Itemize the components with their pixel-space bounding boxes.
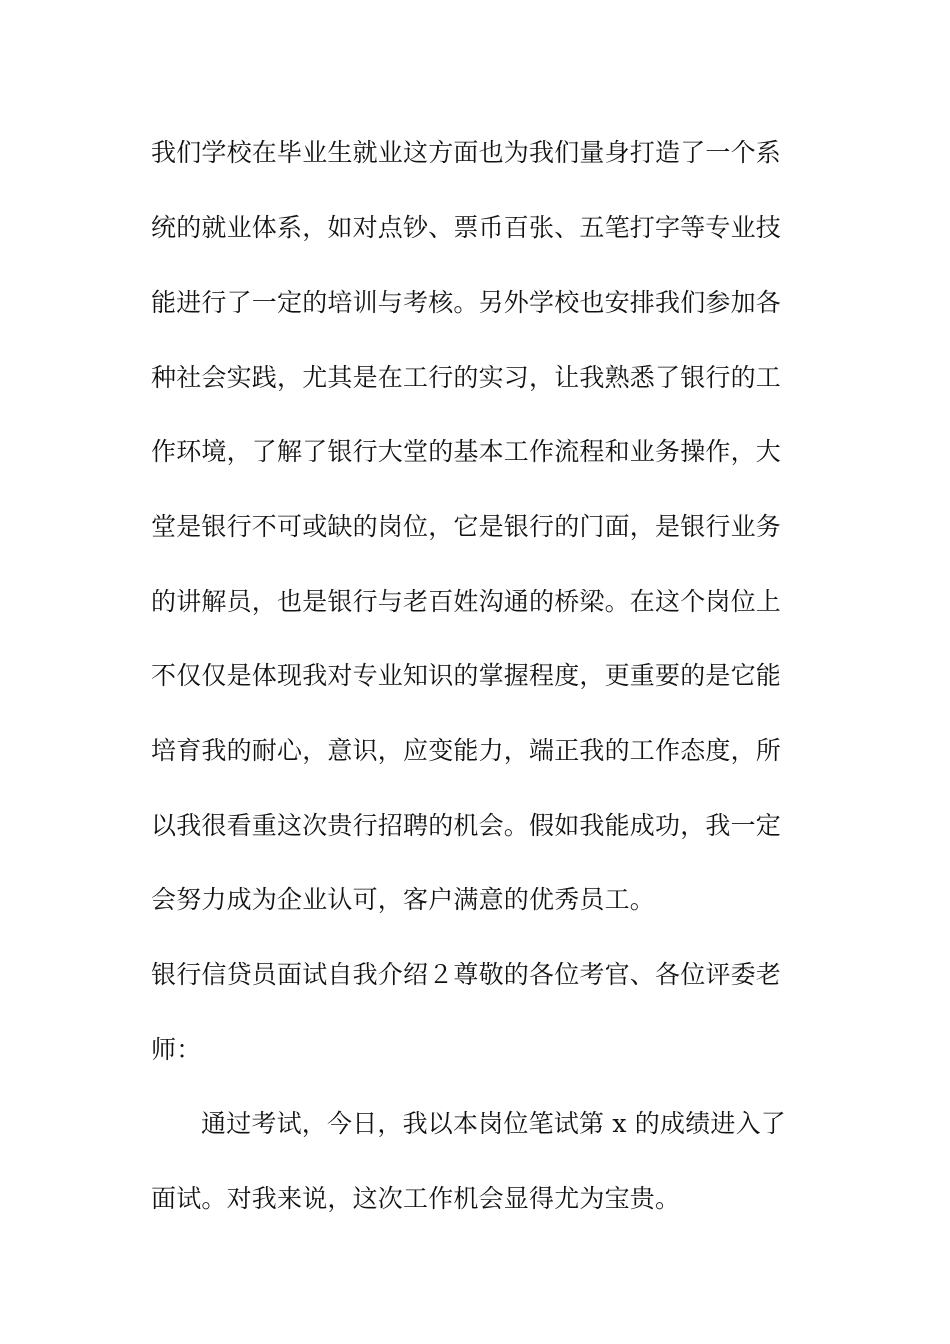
- body-line: 不仅仅是体现我对专业知识的掌握程度，更重要的是它能: [151, 661, 782, 690]
- body-line: 以我很看重这次贵行招聘的机会。假如我能成功，我一定: [151, 811, 782, 840]
- body-line: 会努力成为企业认可，客户满意的优秀员工。: [151, 885, 656, 914]
- body-line: 面试。对我来说，这次工作机会显得尤为宝贵。: [151, 1184, 681, 1213]
- body-line: 统的就业体系，如对点钞、票币百张、五笔打字等专业技: [151, 213, 782, 242]
- body-line: 培育我的耐心，意识，应变能力，端正我的工作态度，所: [151, 736, 782, 765]
- body-line: 作环境，了解了银行大堂的基本工作流程和业务操作，大: [151, 437, 782, 466]
- section-heading-line: 银行信贷员面试自我介绍２尊敬的各位考官、各位评委老: [151, 960, 782, 989]
- body-line: 能进行了一定的培训与考核。另外学校也安排我们参加各: [151, 288, 782, 317]
- body-line: 的讲解员，也是银行与老百姓沟通的桥梁。在这个岗位上: [151, 587, 782, 616]
- body-line: 种社会实践，尤其是在工行的实习，让我熟悉了银行的工: [151, 363, 782, 392]
- body-line: 我们学校在毕业生就业这方面也为我们量身打造了一个系: [151, 138, 782, 167]
- body-line: 堂是银行不可或缺的岗位，它是银行的门面，是银行业务: [151, 512, 782, 541]
- body-line: 通过考试，今日，我以本岗位笔试第 x 的成绩进入了: [201, 1109, 786, 1138]
- section-heading-line: 师：: [151, 1035, 202, 1064]
